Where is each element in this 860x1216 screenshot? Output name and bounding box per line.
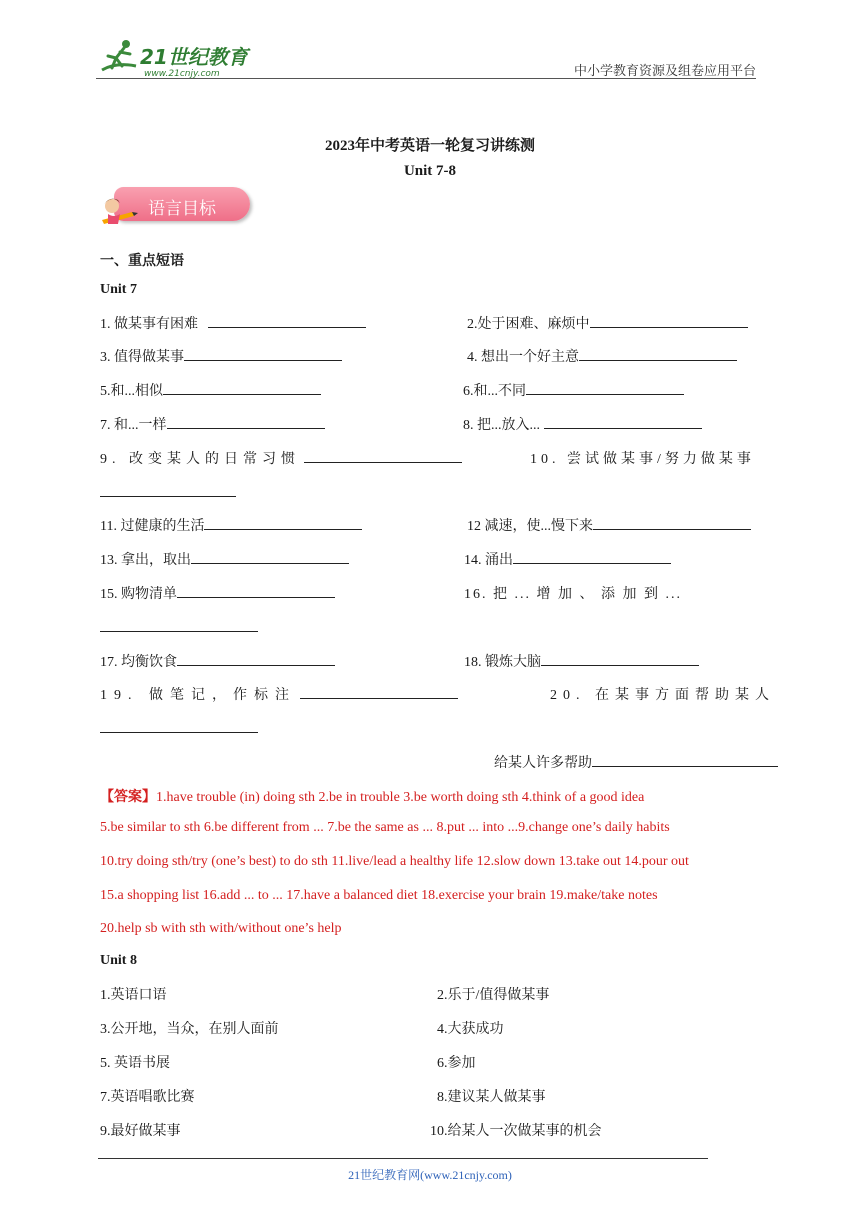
header-divider: [96, 78, 756, 79]
list-item: 4.大获成功: [437, 1022, 504, 1037]
logo-url: www.21cnjy.com: [144, 69, 220, 79]
unit8-label: Unit 8: [100, 953, 137, 968]
list-item: 17. 均衡饮食: [100, 651, 335, 671]
list-item: 11. 过健康的生活: [100, 515, 362, 535]
section-heading: 一、重点短语: [100, 254, 184, 269]
answer-line: 5.be similar to sth 6.be different from ... 7.be the same as ... 8.put ... into ...9.change one’s daily habits: [100, 820, 670, 835]
answer-line: 15.a shopping list 16.add ... to ... 17.have a balanced diet 18.exercise your brain 19.make/take notes: [100, 888, 658, 903]
list-item: 3. 值得做某事: [100, 346, 342, 366]
list-item: 12 减速，使...慢下来: [467, 515, 751, 535]
list-item: 20. 在某事方面帮助某人: [550, 688, 775, 703]
list-item: 2.处于困难、麻烦中: [467, 313, 748, 333]
list-item: 14. 涌出: [464, 549, 671, 569]
list-item: 2.乐于/值得做某事: [437, 988, 550, 1003]
list-item: 3.公开地，当众，在别人面前: [100, 1022, 279, 1037]
list-item: 6.和...不同: [463, 380, 684, 400]
list-item: 8. 把...放入...: [463, 414, 702, 434]
site-logo: [96, 36, 256, 80]
list-item: 8.建议某人做某事: [437, 1090, 546, 1105]
list-item: 15. 购物清单: [100, 583, 335, 603]
list-item: 18. 锻炼大脑: [464, 651, 699, 671]
list-item: 4. 想出一个好主意: [467, 346, 737, 366]
list-item: 10. 尝试做某事/努力做某事: [530, 452, 755, 467]
girl-pencil-icon: [98, 184, 138, 228]
page-title: 2023年中考英语一轮复习讲练测: [324, 138, 535, 154]
list-item: 1.英语口语: [100, 988, 167, 1003]
answer-line: 【答案】1.have trouble (in) doing sth 2.be in trouble 3.be worth doing sth 4.think of a good idea: [100, 790, 645, 805]
list-item: 6.参加: [437, 1056, 476, 1071]
answer-line: 10.try doing sth/try (one’s best) to do sth 11.live/lead a healthy life 12.slow down 13.take out 14.pour out: [100, 854, 689, 869]
page-subtitle: Unit 7-8: [403, 163, 457, 179]
list-item: 7. 和...一样: [100, 414, 325, 434]
language-goal-badge: [98, 184, 254, 230]
answer-line: 20.help sb with sth with/without one’s help: [100, 921, 342, 936]
list-item: 19. 做笔记，作标注: [100, 684, 458, 704]
list-item: 5.和...相似: [100, 380, 321, 400]
answer-blank: [100, 618, 258, 637]
footer-text: 21世纪教育网(www.21cnjy.com): [348, 1168, 512, 1182]
logo-text: 21世纪教育: [140, 45, 248, 69]
answer-blank: [100, 719, 258, 738]
footer-divider: [98, 1158, 708, 1159]
platform-text: 中小学教育资源及组卷应用平台: [573, 63, 756, 78]
list-item: 7.英语唱歌比赛: [100, 1090, 195, 1105]
list-item: 给某人许多帮助: [494, 752, 778, 772]
list-item: 9. 改变某人的日常习惯: [100, 448, 460, 468]
list-item: 5. 英语书展: [100, 1056, 170, 1071]
list-item: 1. 做某事有困难: [100, 313, 366, 333]
unit7-label: Unit 7: [100, 282, 137, 297]
answer-blank: [100, 483, 236, 502]
runner-logo-icon: [96, 36, 256, 80]
answer-label: 【答案】: [100, 790, 156, 805]
list-item: 9.最好做某事: [100, 1124, 181, 1139]
list-item: 13. 拿出，取出: [100, 549, 349, 569]
list-item: 10.给某人一次做某事的机会: [430, 1124, 602, 1139]
list-item: 16. 把 ... 增 加 、 添 加 到 ...: [464, 587, 682, 602]
badge-label: 语言目标: [148, 199, 216, 219]
